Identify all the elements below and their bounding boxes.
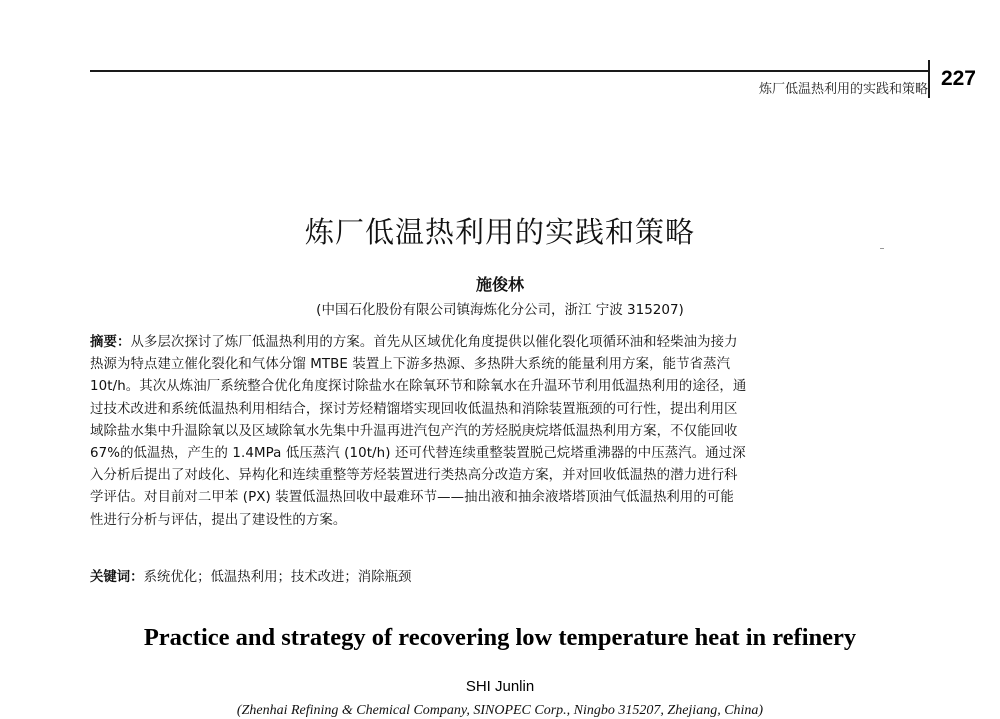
abstract-cn: [90, 332, 930, 532]
keywords-label: 关键词：: [90, 570, 144, 585]
abstract-line: [90, 332, 930, 354]
abstract-line: 10t/h。其次从炼油厂系统整合优化角度探讨除盐水在除氧环节和除氧水在升温环节利用低温热利用的途径，通: [90, 379, 747, 395]
affiliation-en: (Zhenhai Refining & Chemical Company, SINOPEC Corp., Ningbo 315207, Zhejiang, China): [236, 703, 764, 718]
affiliation-cn: (中国石化股份有限公司镇海炼化分公司，浙江 宁波 315207): [316, 302, 684, 318]
article-title-en: Practice and strategy of recovering low temperature heat in refinery: [143, 624, 857, 651]
author-name-en: SHI Junlin: [465, 678, 535, 695]
abstract-line: 过技术改进和系统低温热利用相结合，探讨芳烃精馏塔实现回收低温热和消除装置瓶颈的可行性，提出利用区: [90, 401, 738, 417]
abstract-line: 67%的低温热，产生的 1.4MPa 低压蒸汽 (10t/h) 还可代替连续重整装置脱己烷塔重沸器的中压蒸汽。通过深: [90, 446, 746, 462]
abstract-line: 性进行分析与评估，提出了建设性的方案。: [90, 512, 347, 528]
abstract-line: 入分析后提出了对歧化、异构化和连续重整等芳烃装置进行类热高分改造方案，并对回收低温热的潜力进行科: [90, 468, 738, 484]
abstract-label: 摘要：: [90, 335, 131, 350]
abstract-line: 域除盐水集中升温除氧以及区域除氧水先集中升温再进汽包产汽的芳烃脱庚烷塔低温热利用方案，不仅能回收: [90, 423, 738, 439]
running-title: 炼厂低温热利用的实践和策略: [758, 82, 928, 97]
article-title-cn: 炼厂低温热利用的实践和策略: [304, 215, 695, 249]
author-name-cn: 施俊林: [475, 275, 524, 294]
page-number: 227: [928, 60, 976, 98]
abstract-line: 热源为特点建立催化裂化和气体分馏 MTBE 装置上下游多热源、多热阱大系统的能量利用方案，能节省蒸汽: [90, 357, 731, 373]
abstract-line: 学评估。对目前对二甲苯 (PX) 装置低温热回收中最难环节——抽出液和抽余液塔塔顶油气低温热利用的可能: [90, 490, 734, 506]
header-rule: [90, 70, 928, 72]
keywords-text: 系统优化；低温热利用；技术改进；消除瓶颈: [143, 570, 412, 585]
abstract-text: 从多层次探讨了炼厂低温热利用的方案。首先从区域优化角度提供以催化裂化项循环油和轻柴油为接力: [130, 335, 738, 350]
keywords-cn: [90, 566, 930, 585]
